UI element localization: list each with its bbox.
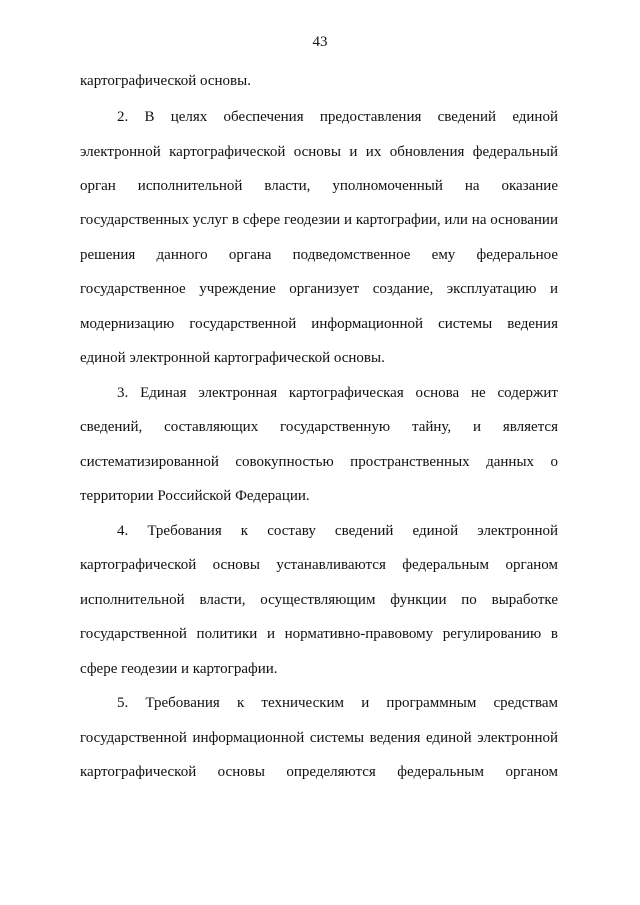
paragraph-5-line: 5. Требования к техническим и программным средствам [117,695,558,711]
paragraph-2-line: государственное учреждение организует создание, эксплуатацию и [80,281,558,297]
paragraph-2-line: 2. В целях обеспечения предоставления сведений единой [117,109,558,125]
paragraph-4-line: исполнительной власти, осуществляющим функции по выработке [80,592,558,608]
paragraph-4-line: сфере геодезии и картографии. [80,661,278,677]
paragraph-4-line: картографической основы устанавливаются федеральным органом [80,557,558,573]
paragraph-2-line: единой электронной картографической основы. [80,350,385,366]
paragraph-2-line: орган исполнительной власти, уполномоченный на оказание [80,178,558,194]
paragraph-3-line: сведений, составляющих государственную тайну, и является [80,419,558,435]
paragraph-5-line: картографической основы определяются федеральным органом [80,764,558,780]
page-number: 43 [312,34,328,50]
paragraph-2-line: электронной картографической основы и их обновления федеральный [80,144,558,160]
paragraph-5-line: государственной информационной системы ведения единой электронной [80,730,558,746]
paragraph-3-line: территории Российской Федерации. [80,488,310,504]
paragraph-4-line: государственной политики и нормативно-правовому регулированию в [80,626,558,642]
paragraph-2-line: государственных услуг в сфере геодезии и картографии, или на основании [80,212,558,228]
paragraph-3-line: 3. Единая электронная картографическая основа не содержит [117,385,558,401]
paragraph-4-line: 4. Требования к составу сведений единой электронной [117,523,558,539]
paragraph-2-line: модернизацию государственной информационной системы ведения [80,316,558,332]
paragraph-2-line: решения данного органа подведомственное ему федеральное [80,247,558,263]
text-line: картографической основы. [80,73,251,89]
paragraph-3-line: систематизированной совокупностью пространственных данных о [80,454,558,470]
